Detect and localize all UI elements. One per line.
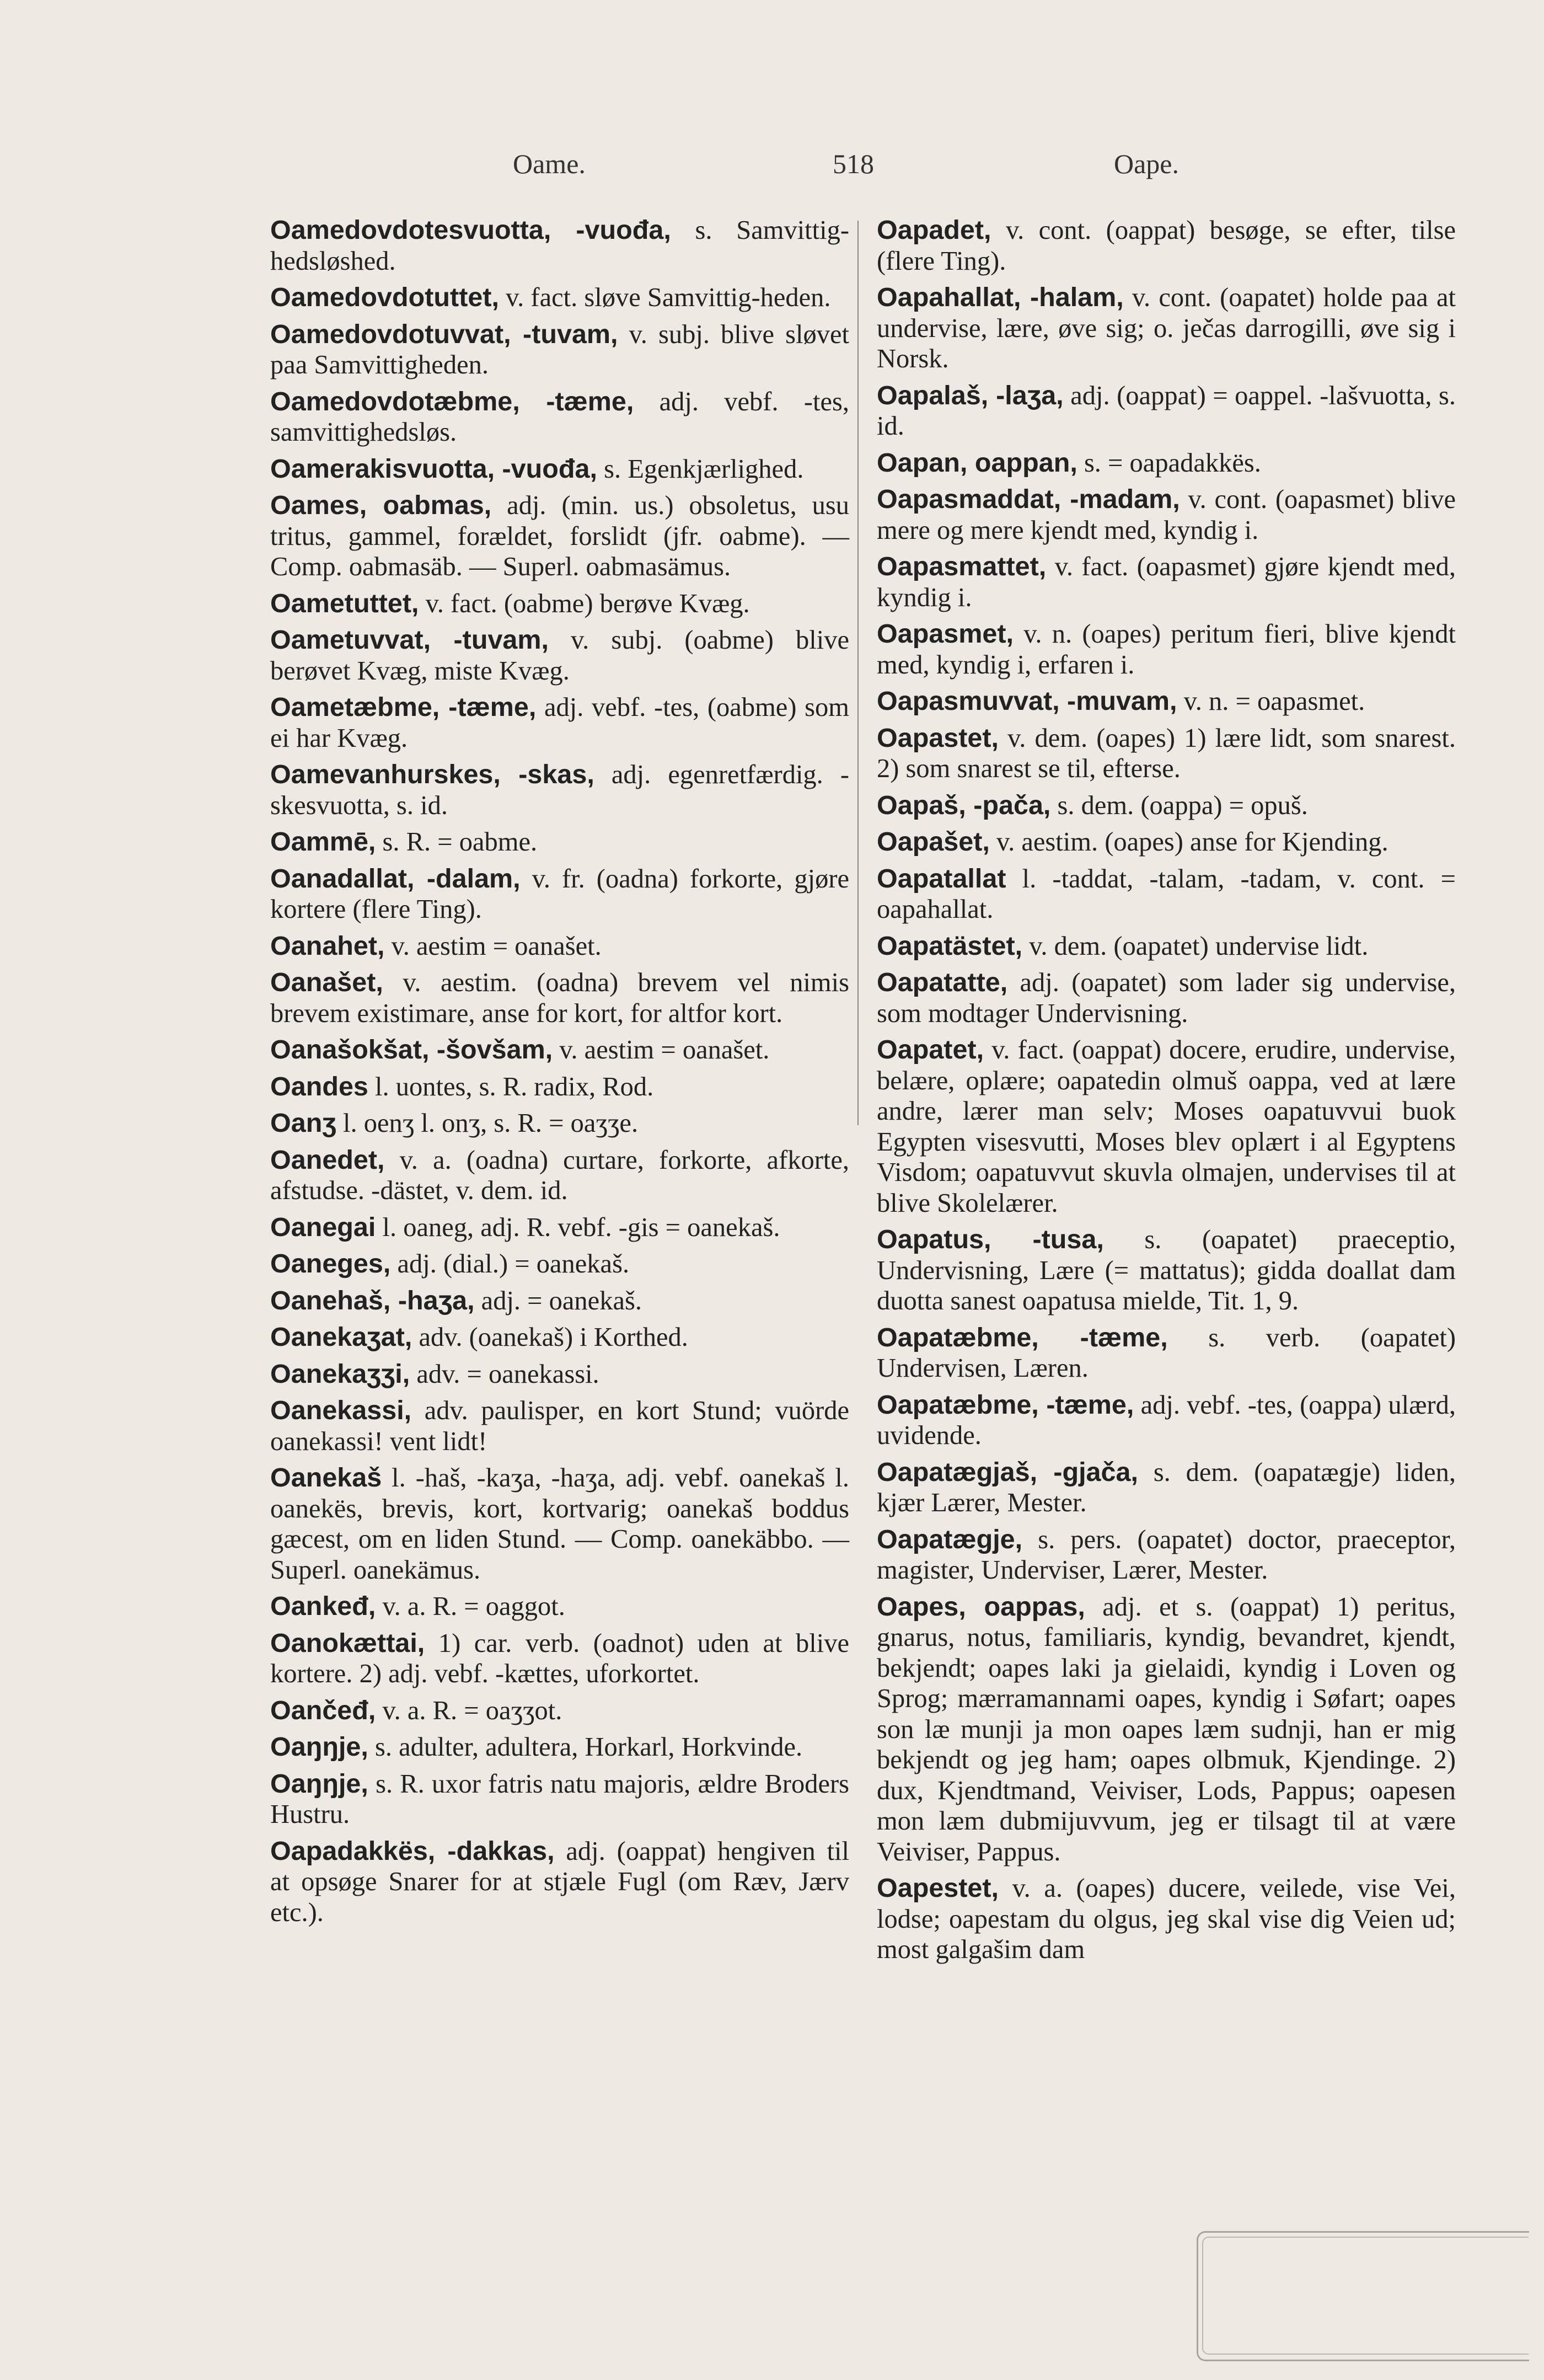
entry-headword: Oapaš, -pača, xyxy=(877,790,1051,820)
entry-definition: l. -haš, -kaʒa, -haʒa, adj. vebf. oanekaš l. oanekës, brevis, kort, kortvarig; oanekaš boddus gæcest, om en liden Stund. — Comp. oanekäbbo. — Superl. oanekämus. xyxy=(270,1463,849,1585)
dictionary-entry xyxy=(877,484,1456,545)
entry-headword: Oapahallat, -halam, xyxy=(877,282,1124,312)
entry-definition: adj. (dial.) = oanekaš. xyxy=(397,1249,630,1279)
entry-definition: adj. vebf. -tes, samvittighedsløs. xyxy=(270,387,849,447)
page-number: 518 xyxy=(833,148,874,179)
dictionary-entry xyxy=(270,1145,849,1206)
dictionary-entry xyxy=(270,1108,849,1139)
dictionary-entry xyxy=(270,1249,849,1280)
dictionary-entry xyxy=(270,1395,849,1457)
entry-definition: s. dem. (oapatægje) liden, kjær Lærer, Mester. xyxy=(877,1457,1456,1517)
entry-headword: Oametæbme, -tæme, xyxy=(270,692,537,722)
entry-headword: Oaŋŋje, xyxy=(270,1732,368,1762)
entry-headword: Oapatatte, xyxy=(877,967,1008,997)
entry-headword: Oapes, oappas, xyxy=(877,1591,1085,1622)
dictionary-entry xyxy=(270,319,849,381)
entry-headword: Oapalaš, -laʒa, xyxy=(877,380,1064,410)
entry-definition: s. = oapadakkës. xyxy=(1084,448,1261,478)
dictionary-entry xyxy=(270,1212,849,1243)
entry-headword: Oapatus, -tusa, xyxy=(877,1224,1104,1254)
entry-headword: Oandes xyxy=(270,1071,368,1101)
entry-headword: Oapadet, xyxy=(877,215,991,245)
entry-definition: v. dem. (oapes) 1) lære lidt, som snarest. 2) som snarest se til, efterse. xyxy=(877,723,1456,783)
entry-headword: Oanʒ xyxy=(270,1108,336,1138)
entry-headword: Oapašet, xyxy=(877,827,990,857)
entry-definition: v. cont. (oapasmet) blive mere og mere kjendt med, kyndig i. xyxy=(877,485,1456,545)
dictionary-entry xyxy=(877,282,1456,375)
entry-definition: v. a. (oapes) ducere, veilede, vise Vei, lodse; oapestam du olgus, jeg skal vise dig Veien ud; most galgašim dam xyxy=(877,1874,1456,1964)
dictionary-entry xyxy=(270,692,849,753)
dictionary-entry xyxy=(877,864,1456,925)
entry-definition: v. fact. (oabme) berøve Kvæg. xyxy=(425,589,750,618)
entry-headword: Oapasmuvvat, -muvam, xyxy=(877,686,1177,716)
entry-definition: v. n. = oapasmet. xyxy=(1183,687,1365,716)
entry-definition: adj. (oapatet) som lader sig undervise, som modtager Undervisning. xyxy=(877,968,1456,1028)
dictionary-entry xyxy=(270,967,849,1029)
dictionary-entry xyxy=(877,1224,1456,1317)
entry-definition: v. n. (oapes) peritum fieri, blive kjendt med, kyndig i, erfaren i. xyxy=(877,619,1456,680)
entry-headword: Oametuvvat, -tuvam, xyxy=(270,625,549,655)
entry-headword: Oanokættai, xyxy=(270,1628,425,1658)
entry-definition: s. adulter, adultera, Horkarl, Horkvinde. xyxy=(375,1732,803,1762)
dictionary-entry xyxy=(270,625,849,686)
dictionary-entry xyxy=(270,282,849,313)
dictionary-entry xyxy=(877,1592,1456,1868)
entry-definition: v. cont. (oappat) besøge, se efter, tilse (flere Ting). xyxy=(877,216,1456,276)
entry-headword: Oapatægjaš, -gjača, xyxy=(877,1457,1138,1487)
entry-definition: v. aestim = oanašet. xyxy=(559,1035,770,1065)
entry-definition: s. verb. (oapatet) Undervisen, Læren. xyxy=(877,1323,1456,1383)
entry-definition: v. fact. (oappat) docere, erudire, undervise, belære, oplære; oapatedin olmuš oappa, ved at lære andre, lærer man selv; Moses oapatuvvui buok Egypten visesvutti, Moses blev oplært i al Egyptens Visdom; oapatuvvut skuvla olmajen, undervises til at blive Skolelærer. xyxy=(877,1035,1456,1218)
entry-definition: s. R. uxor fatris natu majoris, ældre Broders Hustru. xyxy=(270,1769,850,1829)
entry-definition: v. fr. (oadna) forkorte, gjøre kortere (flere Ting). xyxy=(270,864,850,924)
entry-headword: Oapatæbme, -tæme, xyxy=(877,1389,1134,1420)
entry-headword: Oapasmet, xyxy=(877,619,1014,649)
dictionary-entry xyxy=(877,827,1456,858)
entry-definition: adv. (oanekaš) i Korthed. xyxy=(419,1323,688,1352)
entry-headword: Oapatästet, xyxy=(877,930,1023,961)
dictionary-entry xyxy=(877,1873,1456,1965)
running-head-left: Oame. xyxy=(513,148,586,179)
entry-headword: Oamerakisvuotta, -vuođa, xyxy=(270,453,597,484)
entry-headword: Oanedet, xyxy=(270,1144,385,1175)
dictionary-entry xyxy=(270,1591,849,1622)
entry-headword: Oapestet, xyxy=(877,1873,999,1903)
dictionary-entry xyxy=(877,686,1456,717)
entry-headword: Oamevanhurskes, -skas, xyxy=(270,760,594,789)
entry-definition: s. pers. (oapatet) doctor, praeceptor, magister, Underviser, Lærer, Mester. xyxy=(877,1525,1456,1585)
dictionary-entry xyxy=(270,1072,849,1103)
dictionary-entry xyxy=(270,215,849,276)
entry-definition: l. oaneg, adj. R. vebf. -gis = oanekaš. xyxy=(382,1212,780,1242)
dictionary-entry xyxy=(877,931,1456,962)
entry-definition: s. (oapatet) praeceptio, Undervisning, Lære (= mattatus); gidda doallat dam duotta sanest oapatusa mielde, Tit. 1, 9. xyxy=(877,1225,1456,1315)
entry-headword: Oanekaʒʒi, xyxy=(270,1359,410,1389)
entry-definition: adj. = oanekaš. xyxy=(481,1286,642,1315)
entry-headword: Oanegai xyxy=(270,1212,376,1242)
thumb-tab-inner xyxy=(1202,2237,1529,2355)
entry-definition: 1) car. verb. (oadnot) uden at blive kortere. 2) adj. vebf. -kættes, uforkortet. xyxy=(270,1628,849,1688)
dictionary-entry xyxy=(270,1628,849,1689)
dictionary-entry xyxy=(270,387,849,448)
entry-definition: adj. egenretfærdig. -skesvuotta, s. id. xyxy=(270,760,850,820)
entry-definition: v. fact. sløve Samvittig-heden. xyxy=(506,283,831,312)
left-column xyxy=(270,215,849,1934)
entry-definition: adj. et s. (oappat) 1) peritus, gnarus, notus, familiaris, kyndig, bevandret, kjendt, bekjendt; oapes laki ja gielaidi, kyndig i Loven og Sprog; mærramannami oapes, kyndig i Søfart; oapes son læ munji ja mon oapes læm sudnji, han er mig bekjendt og jeg ham; oapes olbmuk, Kjendinge. 2) dux, Kjendtmand, Veiviser, Lods, Pappus; oapesen mon læm dubmijuvvum, jeg er tilsagt til at være Veiviser, Pappus. xyxy=(877,1592,1456,1866)
dictionary-entry xyxy=(877,552,1456,613)
dictionary-entry xyxy=(270,1322,849,1353)
entry-definition: v. aestim = oanašet. xyxy=(391,931,602,961)
right-column xyxy=(877,215,1456,1971)
column-divider xyxy=(857,221,859,1125)
entry-definition: s. R. = oabme. xyxy=(382,827,538,857)
entry-headword: Oanehaš, -haʒa, xyxy=(270,1285,475,1315)
dictionary-entry xyxy=(270,454,849,485)
entry-headword: Oapan, oappan, xyxy=(877,447,1077,478)
dictionary-entry xyxy=(270,490,849,582)
dictionary-entry xyxy=(270,589,849,619)
dictionary-entry xyxy=(877,1323,1456,1384)
dictionary-entry xyxy=(877,967,1456,1029)
entry-headword: Oapatæbme, -tæme, xyxy=(877,1322,1168,1352)
dictionary-entry xyxy=(270,864,849,925)
dictionary-entry xyxy=(270,1696,849,1726)
entry-headword: Oamedovdotuttet, xyxy=(270,282,499,312)
dictionary-entry xyxy=(877,1035,1456,1218)
entry-definition: v. aestim. (oapes) anse for Kjending. xyxy=(996,827,1388,857)
entry-definition: adj. (oappat) = oappel. -lašvuotta, s. id. xyxy=(877,381,1456,441)
entry-definition: s. dem. (oappa) = opuš. xyxy=(1057,790,1308,820)
entry-headword: Oanahet, xyxy=(270,930,385,961)
dictionary-entry xyxy=(877,619,1456,680)
entry-definition: v. subj. (oabme) blive berøvet Kvæg, miste Kvæg. xyxy=(270,625,849,686)
entry-headword: Oanekaʒat, xyxy=(270,1322,412,1352)
dictionary-entry xyxy=(877,1457,1456,1518)
entry-headword: Oapatallat xyxy=(877,863,1006,894)
dictionary-entry xyxy=(877,723,1456,784)
dictionary-entry xyxy=(270,1463,849,1585)
entry-definition: l. uontes, s. R. radix, Rod. xyxy=(375,1072,654,1101)
entry-definition: v. a. (oadna) curtare, forkorte, afkorte, afstudse. -dästet, v. dem. id. xyxy=(270,1145,850,1205)
entry-headword: Oanekaš xyxy=(270,1463,382,1493)
dictionary-entry xyxy=(270,1035,849,1066)
entry-definition: s. Egenkjærlighed. xyxy=(604,454,804,484)
dictionary-entry xyxy=(877,790,1456,821)
entry-headword: Oapasmaddat, -madam, xyxy=(877,484,1180,514)
entry-definition: v. a. R. = oaggot. xyxy=(382,1592,565,1621)
dictionary-entry xyxy=(877,1525,1456,1586)
entry-definition: v. fact. (oapasmet) gjøre kjendt med, kyndig i. xyxy=(877,552,1456,612)
dictionary-entry xyxy=(877,448,1456,479)
dictionary-entry xyxy=(270,1836,849,1928)
entry-headword: Oamedovdotæbme, -tæme, xyxy=(270,386,634,416)
entry-definition: adj. (min. us.) obsoletus, usu tritus, gammel, forældet, forslidt (jfr. oabme). — Comp. oabmasäb. — Superl. oabmasämus. xyxy=(270,491,849,581)
entry-headword: Oapadakkës, -dakkas, xyxy=(270,1836,555,1866)
entry-definition: adj. (oappat) hengiven til at opsøge Snarer for at stjæle Fugl (om Ræv, Jærv etc.). xyxy=(270,1836,850,1927)
entry-definition: l. oenʒ l. onʒ, s. R. = oaʒʒe. xyxy=(342,1109,639,1138)
entry-definition: v. aestim. (oadna) brevem vel nimis brevem existimare, anse for kort, for altfor kort. xyxy=(270,968,849,1028)
entry-headword: Oapastet, xyxy=(877,723,999,753)
entry-definition: l. -taddat, -talam, -tadam, v. cont. = oapahallat. xyxy=(877,864,1456,924)
entry-definition: v. cont. (oapatet) holde paa at undervise, lære, øve sig; o. ječas darrogilli, øve sig i Norsk. xyxy=(877,283,1456,373)
dictionary-entry xyxy=(877,381,1456,442)
entry-definition: v. subj. blive sløvet paa Samvittigheden. xyxy=(270,319,849,379)
dictionary-entry xyxy=(270,1359,849,1390)
entry-headword: Oanadallat, -dalam, xyxy=(270,863,521,894)
entry-headword: Oančeđ, xyxy=(270,1695,376,1725)
entry-headword: Oamedovdotuvvat, -tuvam, xyxy=(270,319,618,349)
entry-headword: Oamedovdotesvuotta, -vuođa, xyxy=(270,215,671,245)
entry-definition: v. dem. (oapatet) undervise lidt. xyxy=(1029,931,1369,961)
dictionary-entry xyxy=(877,215,1456,276)
entry-definition: adv. = oanekassi. xyxy=(416,1359,599,1389)
dictionary-entry xyxy=(270,931,849,962)
entry-headword: Oaŋŋje, xyxy=(270,1768,368,1799)
dictionary-entry xyxy=(270,1732,849,1763)
dictionary-entry xyxy=(270,1769,849,1830)
entry-headword: Oapatægje, xyxy=(877,1524,1023,1554)
entry-headword: Oammē, xyxy=(270,827,376,857)
entry-definition: adj. vebf. -tes, (oabme) som ei har Kvæg. xyxy=(270,693,849,753)
entry-headword: Oametuttet, xyxy=(270,588,419,618)
dictionary-entry xyxy=(270,760,849,821)
entry-headword: Oanašet, xyxy=(270,967,383,997)
entry-headword: Oankeđ, xyxy=(270,1591,376,1621)
entry-definition: adv. paulisper, en kort Stund; vuörde oanekassi! vent lidt! xyxy=(270,1396,849,1456)
entry-headword: Oanekassi, xyxy=(270,1395,412,1425)
dictionary-entry xyxy=(270,1286,849,1317)
entry-headword: Oapasmattet, xyxy=(877,552,1047,581)
entry-definition: v. a. R. = oaʒʒot. xyxy=(382,1696,562,1725)
dictionary-entry xyxy=(877,1390,1456,1451)
entry-headword: Oaneges, xyxy=(270,1249,391,1279)
entry-headword: Oapatet, xyxy=(877,1035,984,1065)
running-head-right: Oape. xyxy=(1114,148,1179,179)
dictionary-entry xyxy=(270,827,849,858)
entry-headword: Oames, oabmas, xyxy=(270,490,492,520)
entry-definition: s. Samvittig-hedsløshed. xyxy=(270,216,849,276)
entry-headword: Oanašokšat, -šovšam, xyxy=(270,1035,553,1065)
entry-definition: adj. vebf. -tes, (oappa) ulærd, uvidende. xyxy=(877,1390,1456,1450)
